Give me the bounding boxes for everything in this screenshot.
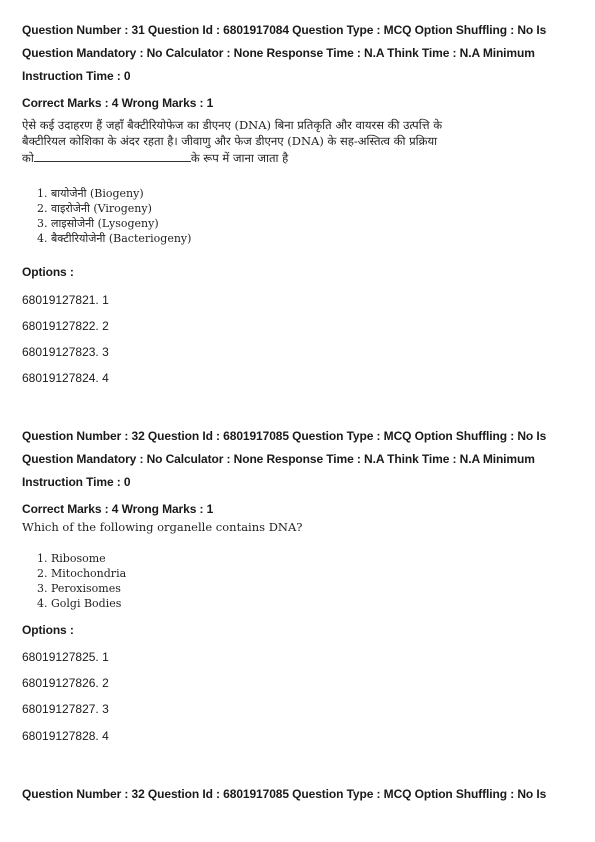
question-header-line: Question Number : 32 Question Id : 6801917085 Question Type : MCQ Option Shuffling : No Is [22, 787, 547, 801]
option-id: 68019127823. 3 [22, 345, 109, 359]
answer-choice: 3. Peroxisomes [37, 582, 121, 595]
question-text-line: ऐसे कई उदाहरण हैं जहाँ बैक्टीरियोफेज का डीएनए (DNA) बिना प्रतिकृति और वायरस की उत्पत्ति के [22, 118, 443, 132]
question-text-fragment: को [22, 151, 34, 165]
question-header-line: Question Number : 31 Question Id : 6801917084 Question Type : MCQ Option Shuffling : No Is [22, 23, 547, 37]
answer-choice: 1. बायोजेनी (Biogeny) [37, 187, 144, 200]
option-id: 68019127828. 4 [22, 729, 109, 743]
answer-choice-list [37, 186, 191, 246]
option-id: 68019127827. 3 [22, 702, 109, 716]
answer-choice: 1. Ribosome [37, 552, 106, 565]
option-id: 68019127821. 1 [22, 293, 109, 307]
option-id: 68019127825. 1 [22, 650, 109, 664]
options-label: Options : [22, 265, 74, 279]
answer-choice: 2. वाइरोजेनी (Virogeny) [37, 202, 152, 215]
answer-choice-list [37, 551, 126, 611]
question-header-line: Instruction Time : 0 [22, 69, 131, 83]
answer-choice: 2. Mitochondria [37, 567, 127, 580]
question-header-line: Question Mandatory : No Calculator : None Response Time : N.A Think Time : N.A Minimum [22, 46, 535, 60]
question-header-line: Instruction Time : 0 [22, 475, 131, 489]
answer-choice: 4. बैक्टीरियोजेनी (Bacteriogeny) [37, 232, 192, 245]
marks-line: Correct Marks : 4 Wrong Marks : 1 [22, 502, 214, 516]
option-id: 68019127826. 2 [22, 676, 109, 690]
answer-choice: 4. Golgi Bodies [37, 597, 122, 610]
option-id: 68019127824. 4 [22, 371, 109, 385]
answer-choice: 3. लाइसोजेनी (Lysogeny) [37, 217, 159, 230]
question-header-line: Question Number : 32 Question Id : 6801917085 Question Type : MCQ Option Shuffling : No Is [22, 429, 547, 443]
question-text-line: बैक्टीरियल कोशिका के अंदर रहता है। जीवाणु और फेज डीएनए (DNA) के सह-अस्तित्व की प्रक्रिया [22, 134, 438, 148]
option-id: 68019127822. 2 [22, 319, 109, 333]
marks-line: Correct Marks : 4 Wrong Marks : 1 [22, 96, 214, 110]
fill-in-blank [34, 150, 191, 162]
question-text-fragment: के रूप में जाना जाता है [190, 151, 289, 165]
question-text-line: Which of the following organelle contains DNA? [22, 520, 303, 534]
question-header-line: Question Mandatory : No Calculator : None Response Time : N.A Think Time : N.A Minimum [22, 452, 535, 466]
options-label: Options : [22, 623, 74, 637]
question-text-line [22, 150, 288, 166]
